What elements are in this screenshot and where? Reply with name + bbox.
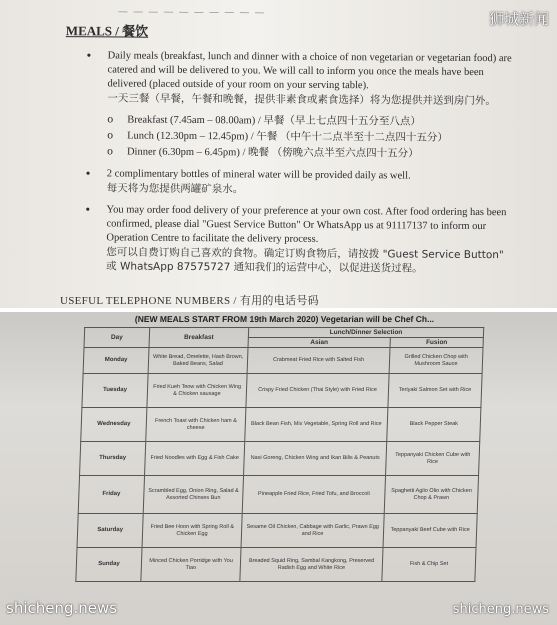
day-cell: Sunday <box>76 548 142 582</box>
breakfast-cell: Minced Chicken Porridge with You Tiao <box>141 548 241 582</box>
breakfast-cell: Fried Noodles with Egg & Fish Cake <box>145 442 245 476</box>
circle-bullet-icon: o <box>106 146 114 158</box>
faint-header-remnant: — — — — — — — — — — <box>117 6 266 19</box>
table-row <box>83 348 483 374</box>
instruction-content <box>46 6 518 284</box>
fusion-cell: Teriyaki Salmon Set with Rice <box>388 374 482 408</box>
bullet-meals <box>85 49 517 108</box>
day-cell: Tuesday <box>82 374 148 408</box>
delivery-paragraph-en: You may order food delivery of your preference at your own cost. After food ordering has been confirmed, please dial "Guest Service Button" Or WhatsApp us at 91117137 to inform our Operation Centre to facilitate the delivery process. <box>106 204 507 245</box>
bullet-water <box>85 167 517 198</box>
watermark-bottom-left: shicheng.news <box>6 599 118 617</box>
fusion-cell: Fish & Chip Set <box>382 548 476 582</box>
circle-bullet-icon: o <box>107 114 114 126</box>
menu-header: (NEW MEALS START FROM 19th March 2020) Vegetarian will be Chef Ch... <box>134 314 435 324</box>
day-cell: Friday <box>78 476 144 514</box>
col-lunch-dinner: Lunch/Dinner Selection <box>248 328 483 338</box>
asian-cell: Sesame Oil Chicken, Cabbage with Garlic, Prawn Egg and Rice <box>241 514 384 548</box>
lunch-text: Lunch (12.30pm – 12.45pm) / 午餐 （中午十二点半至十二点四十五分） <box>127 130 448 144</box>
delivery-paragraph-zh: 您可以自费订购自己喜欢的食物。确定订购食物后，请按拨 "Guest Service Button" 或 WhatsApp 87575727 通知我们的运营中心，以促进送货过程。 <box>106 246 504 275</box>
col-breakfast: Breakfast <box>149 328 249 348</box>
asian-cell: Black Bean Fish, Mix Vegetable, Spring Roll and Rice <box>245 408 388 442</box>
col-asian: Asian <box>248 338 390 348</box>
col-fusion: Fusion <box>390 338 483 348</box>
fusion-cell: Teppanyaki Beef Cube with Rice <box>383 514 477 548</box>
dinner-text: Dinner (6.30pm – 6.45pm) / 晚餐 （傍晚六点半至六点四十五分） <box>126 146 419 160</box>
fusion-cell: Spaghetti Aglio Olio with Chicken Chop & Prawn <box>384 476 478 514</box>
breakfast-time <box>107 113 517 130</box>
asian-cell: Crabmeat Fried Rice with Salted Fish <box>247 348 390 374</box>
useful-telephone-heading: USEFUL TELEPHONE NUMBERS / 有用的电话号码 <box>60 295 319 307</box>
day-cell: Monday <box>83 348 149 374</box>
table-row <box>78 476 478 514</box>
breakfast-cell: French Toast with Chicken ham & cheese <box>146 408 246 442</box>
day-cell: Wednesday <box>81 408 147 442</box>
dinner-time <box>107 145 517 162</box>
breakfast-cell: Fried Kueh Teow with Chicken Wing & Chicken sausage <box>147 374 247 408</box>
asian-cell: Nasi Goreng, Chicken Wing and Ikan Bilis & Peanuts <box>244 442 387 476</box>
breakfast-cell: Fried Bee Hoon with Spring Roll & Chicken Egg <box>142 514 242 548</box>
watermark-top-right: 狮城新闻 <box>488 10 549 28</box>
meals-title: MEALS / 餐饮 <box>65 23 149 39</box>
watermark-bottom-right: shicheng.news <box>452 602 549 617</box>
fusion-cell: Grilled Chicken Chop with Mushroom Sauce <box>389 348 483 374</box>
menu-table <box>75 327 484 582</box>
breakfast-text: Breakfast (7.45am – 08.00am) / 早餐（早上七点四十五分至八点） <box>127 114 421 128</box>
bullet-dot-icon: • <box>84 203 92 217</box>
col-day: Day <box>84 328 150 348</box>
day-cell: Thursday <box>80 442 146 476</box>
bullet-dot-icon: • <box>85 49 93 63</box>
meals-paragraph-en: Daily meals (breakfast, lunch and dinner with a choice of non vegetarian or vegetarian food) are catered and will be delivered to you. We will call to inform you once the meals have been delivered (placed outside of your room on your serving table). <box>107 50 512 92</box>
water-paragraph-en: 2 complimentary bottles of mineral water will be provided daily as well. <box>106 168 411 182</box>
asian-cell: Pineapple Fried Rice, Fried Tofu, and Broccoli <box>242 476 385 514</box>
breakfast-cell: Scrambled Egg, Onion Ring, Salad & Assorted Chinses Bun <box>143 476 243 514</box>
meals-paragraph-zh: 一天三餐（早餐，午餐和晚餐，提供非素食或素食选择）将为您提供并送到房门外。 <box>107 92 496 108</box>
asian-cell: Crispy Fried Chicken (Thai Style) with Fried Rice <box>246 374 389 408</box>
day-cell: Saturday <box>77 514 143 548</box>
menu-body <box>76 348 483 582</box>
table-row <box>81 408 481 442</box>
bullet-food-delivery <box>84 203 516 276</box>
fusion-cell: Black Pepper Steak <box>387 408 481 442</box>
table-row <box>76 548 476 582</box>
lunch-time <box>107 129 517 146</box>
water-paragraph-zh: 每天将为您提供两罐矿泉水。 <box>106 182 244 196</box>
table-row <box>80 442 480 476</box>
instruction-sheet <box>0 0 557 308</box>
bullet-dot-icon: • <box>84 167 92 181</box>
circle-bullet-icon: o <box>107 130 114 142</box>
menu-table-wrap <box>75 314 484 582</box>
breakfast-cell: White Bread, Omelette, Hash Brown, Baked Beans, Salad <box>148 348 248 374</box>
fusion-cell: Teppanyaki Chicken Cube with Rice <box>386 442 480 476</box>
asian-cell: Breaded Squid Ring, Sambal Kangkong, Preserved Radish Egg and White Rice <box>240 548 383 582</box>
table-row <box>82 374 482 408</box>
table-row <box>77 514 477 548</box>
menu-sheet <box>0 312 557 625</box>
